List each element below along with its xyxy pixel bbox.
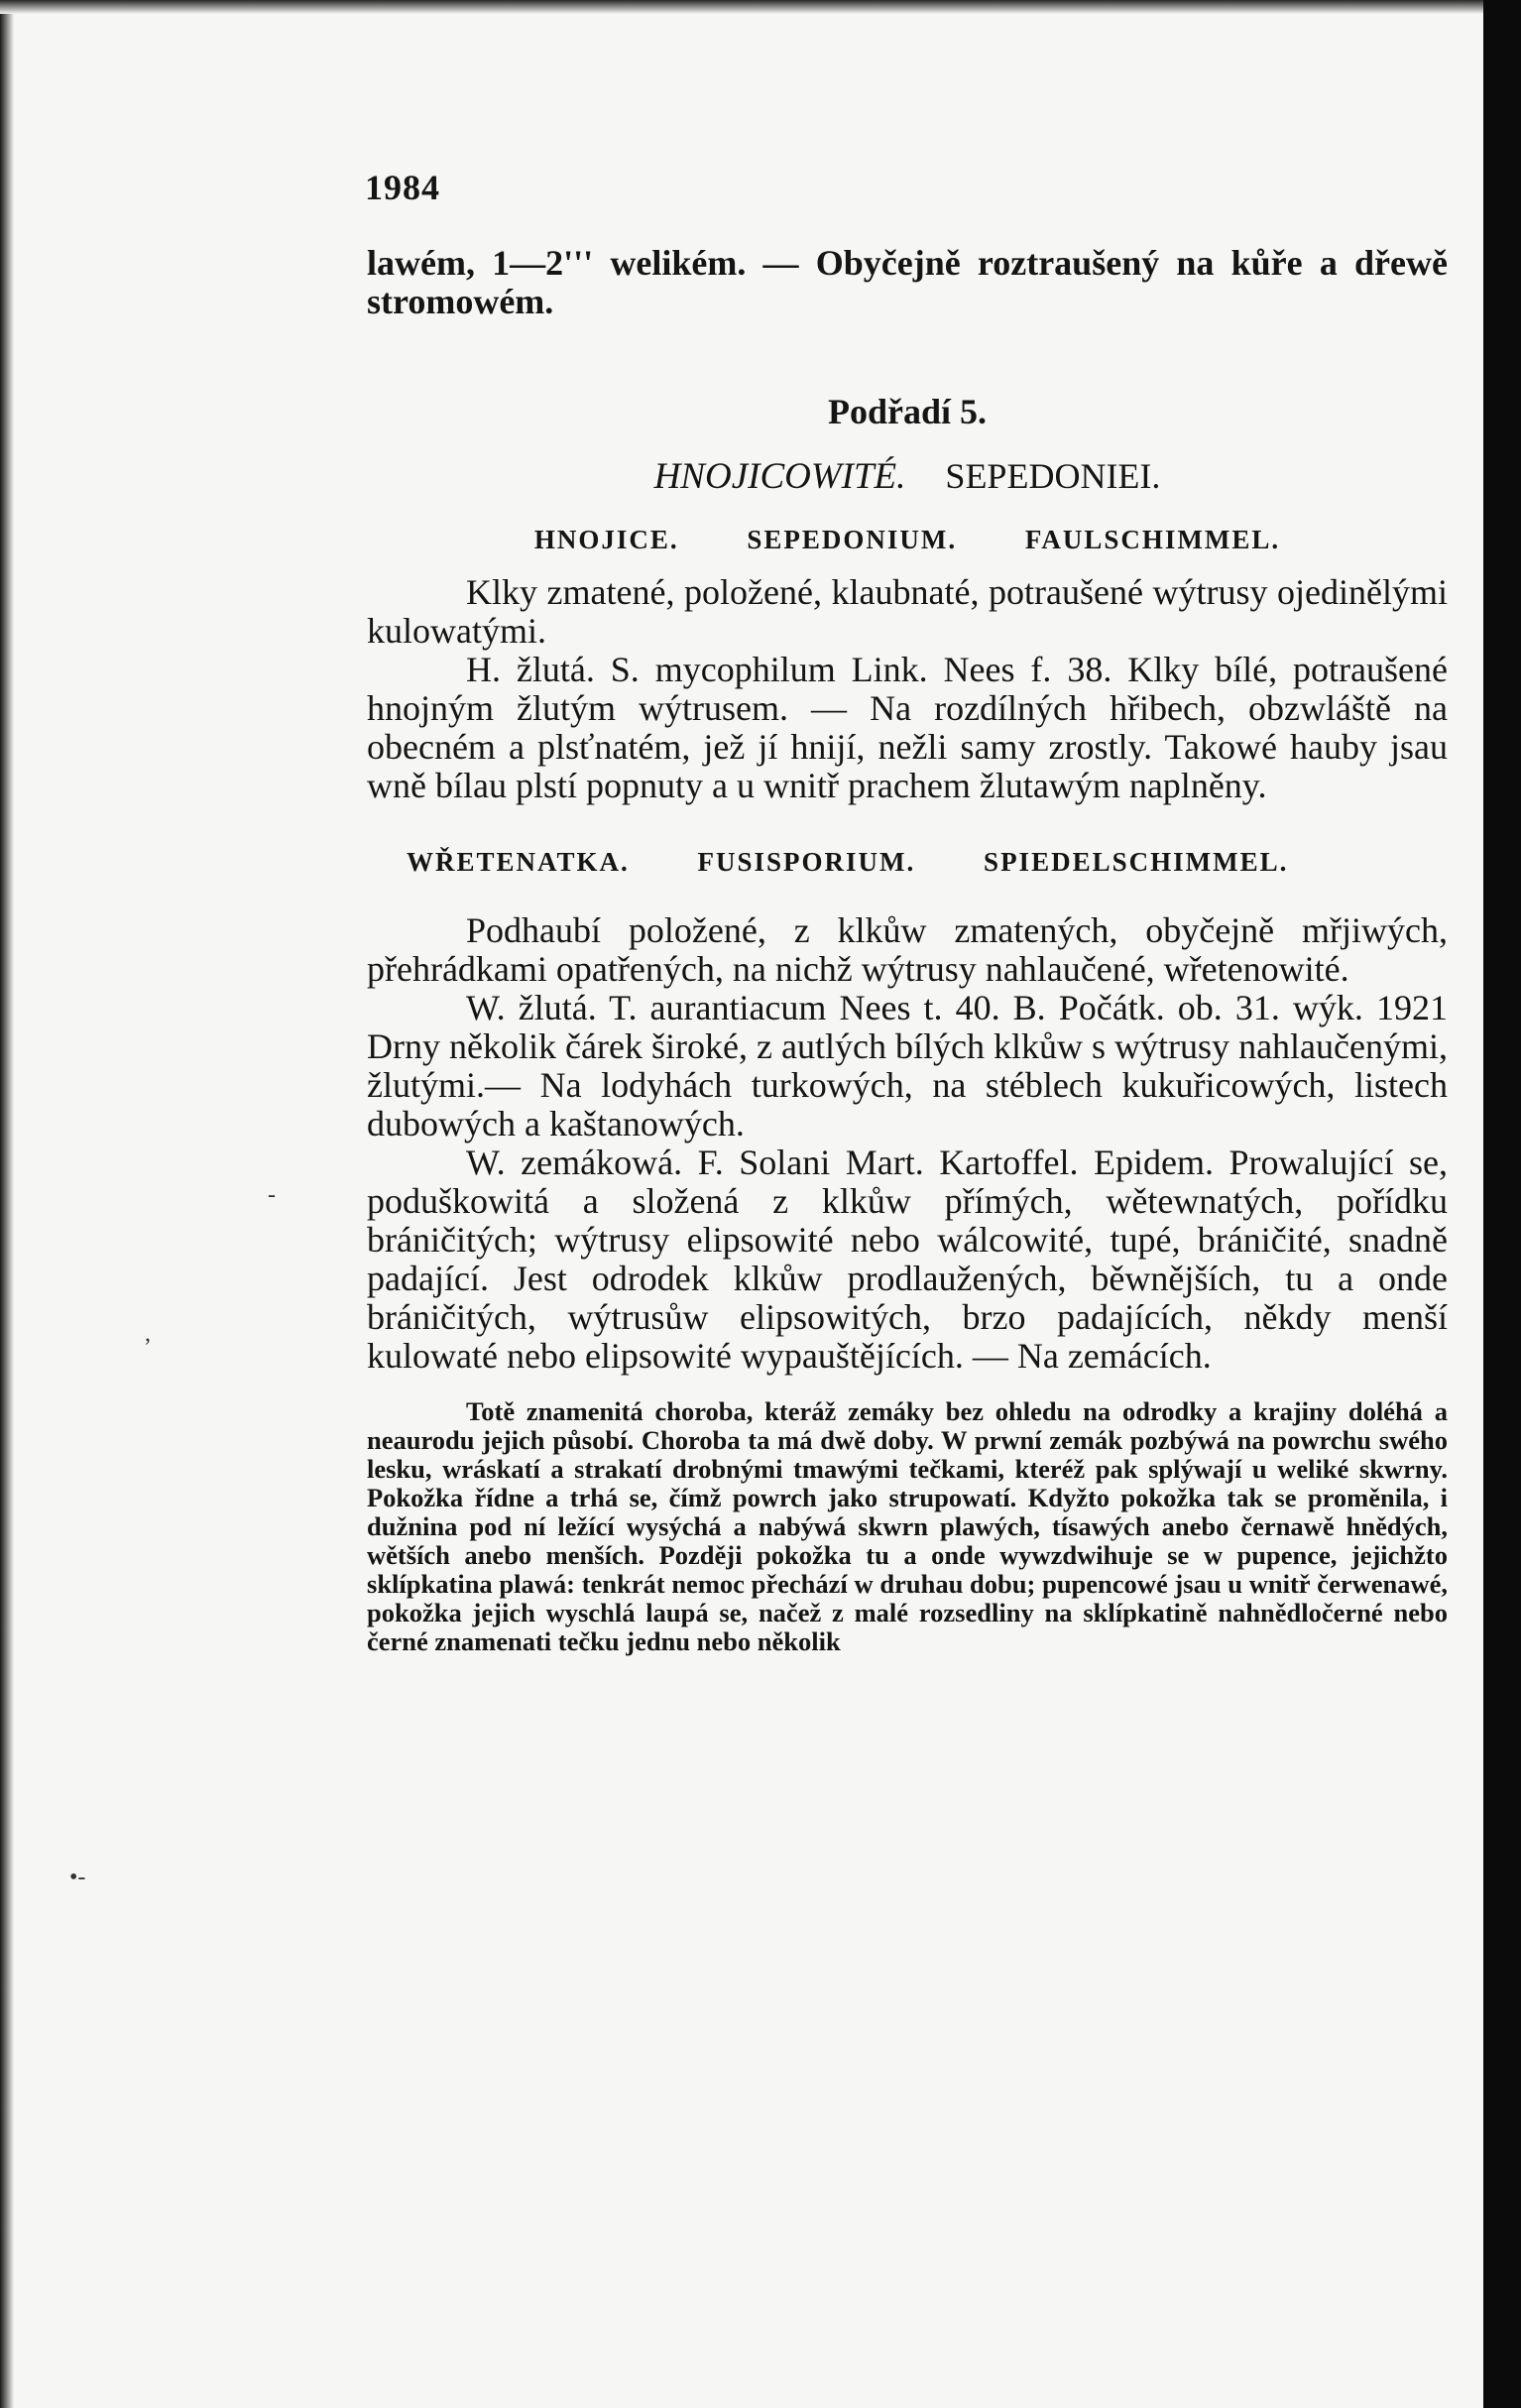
- genus-description: Podhaubí položené, z klkůw zmatených, obyčejně mřjiwých, přehrádkami opatřených, na nichž wýtrusy nahlaučené, wřetenowité.: [367, 910, 1448, 989]
- genus-czech: WŘETENATKA.: [407, 847, 630, 877]
- scan-edge-top: [0, 0, 1483, 14]
- genus-latin: SEPEDONIUM.: [747, 525, 958, 554]
- genus-latin: FUSISPORIUM.: [697, 847, 916, 877]
- page-body: [367, 244, 1448, 1656]
- intro-text: lawém, 1—2''' welikém. — Obyčejně roztraušený na kůře a dřewě stromowém.: [367, 243, 1448, 321]
- genus-header-wretenatka: [367, 847, 1448, 878]
- family-heading: [367, 454, 1448, 499]
- family-czech: HNOJICOWITÉ.: [653, 456, 906, 497]
- genus-czech: HNOJICE.: [533, 525, 679, 554]
- species-entry: W. zemákowá. F. Solani Mart. Kartoffel. Epidem. Prowalující se, poduškowitá a složená z klkůw přímých, wětewnatých, pořídku bráničitých; wýtrusy elipsowité nebo wálcowité, tupé, bráničité, snadně padající. Jest odrodek klkůw prodlaužených, běwnějších, tu a onde bráničitých, wýtrusůw elipsowitých, brzo padajících, někdy menší kulowaté nebo elipsowité wypauštějících. — Na zemácích.: [367, 1143, 1448, 1376]
- margin-mark: ,: [145, 1321, 151, 1347]
- order-heading: Podřadí 5.: [827, 392, 987, 431]
- species-entry: W. žlutá. T. aurantiacum Nees t. 40. B. Počátk. ob. 31. wýk. 1921 Drny několik čárek široké, z autlých bílých klkůw s wýtrusy nahlaučenými, žlutými.— Na lodyhách turkowých, na stéblech kukuřicowých, listech dubowých a kaštanowých.: [367, 988, 1448, 1144]
- scan-edge-left: [0, 0, 14, 2408]
- genus-german: SPIEDELSCHIMMEL.: [984, 847, 1289, 877]
- margin-mark: -: [268, 1182, 276, 1208]
- family-latin: SEPEDONIEI.: [945, 456, 1161, 496]
- page-number: 1984: [365, 168, 440, 207]
- genus-header-hnojice: [367, 525, 1448, 555]
- footnote-text: Totě znamenitá choroba, kteráž zemáky bez ohledu na odrodky a krajiny doléhá a neaurodu jejich působí. Choroba ta má dwě doby. W prwní zemák pozbýwá na powrchu swého lesku, wráskatí a strakatí drobnými tmawými tečkami, kteréž pak splýwají u weliké skwrny. Pokožka řídne a trhá se, čímž powrch jako strupowatí. Kdyžto pokožka tak se proměnila, i dužnina pod ní ležící wysýchá a nabýwá skwrn plawých, tísawých anebo černawě hnědých, wětších anebo menších. Později pokožka tu a onde wywzdwihuje se w pupence, jejichžto sklípkatina plawá: tenkrát nemoc přechází w druhau dobu; pupencowé jsau u wnitř čerwenawé, pokožka jejich wyschlá laupá se, načež z malé rozsedliny na sklípkatině nahnědločerné nebo černé znamenati tečku jednu nebo několik: [367, 1396, 1448, 1656]
- margin-mark: •-: [69, 1865, 86, 1890]
- species-entry: H. žlutá. S. mycophilum Link. Nees f. 38. Klky bílé, potraušené hnojným žlutým wýtrusem. — Na rozdílných hřibech, obzwláště na obecném a plsťnatém, jež jí hnijí, nežli samy zrostly. Takowé hauby jsau wně bílau plstí popnuty a u wnitř prachem žlutawým naplněny.: [367, 650, 1448, 805]
- genus-description: Klky zmatené, položené, klaubnaté, potraušené wýtrusy ojedinělými kulowatými.: [367, 572, 1448, 651]
- genus-german: FAULSCHIMMEL.: [1024, 525, 1281, 554]
